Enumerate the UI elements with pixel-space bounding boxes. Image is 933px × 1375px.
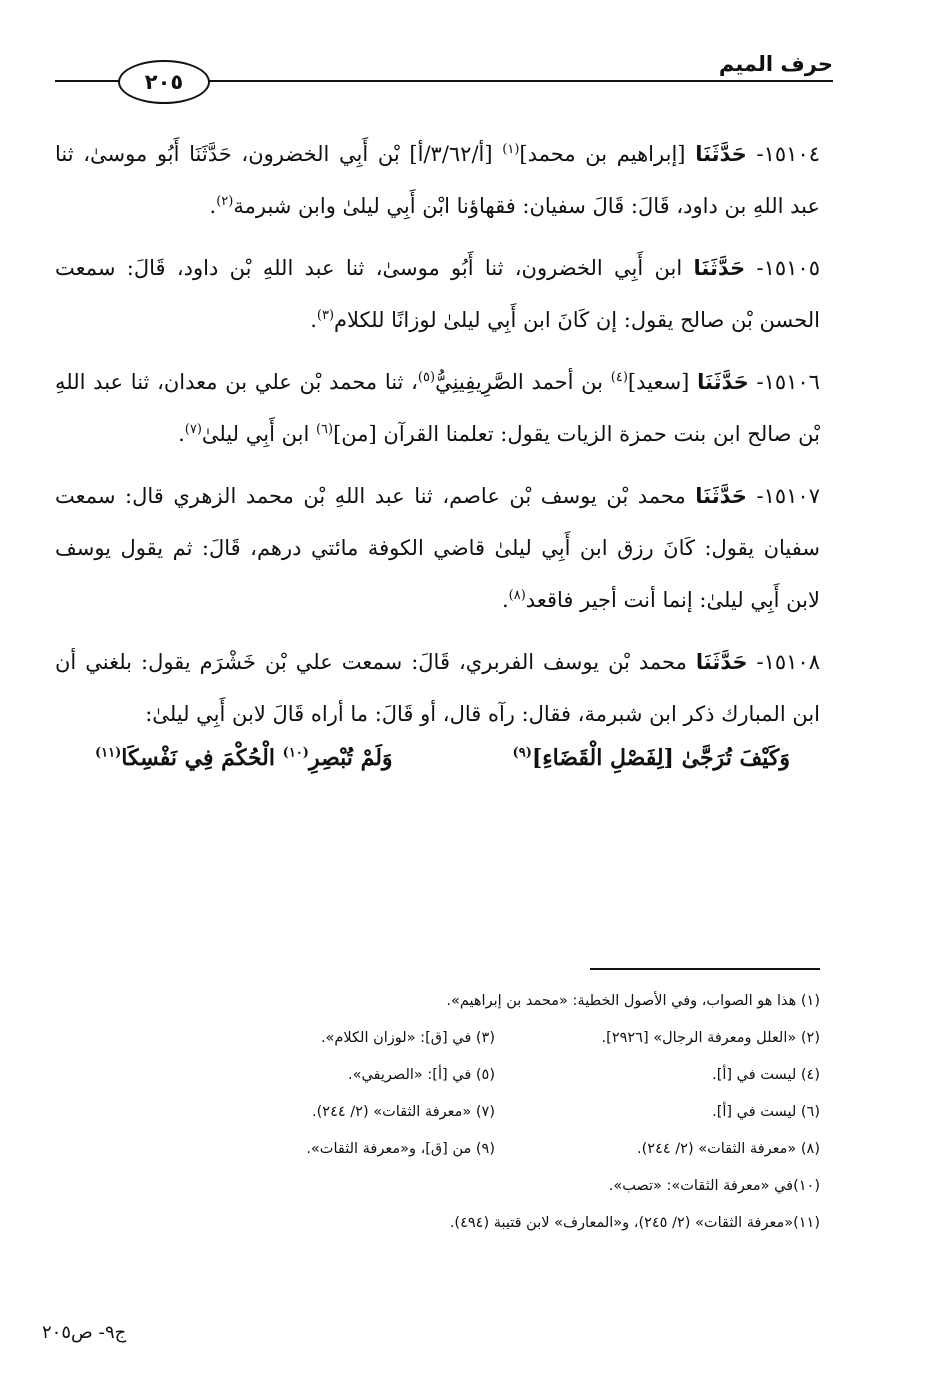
hadith-text: محمد بْن يوسف بْن عاصم، ثنا عبد اللهِ بْن محمد الزهري قال: سمعت سفيان يقول: كَانَ رزق ابن أَبِي ليلىٰ قاضي الكوفة مائتي درهم، قَالَ: ثم يقول يوسف لابن أَبِي ليلىٰ: إنما أنت أجير فاقعد [55, 484, 820, 612]
hadith-end: . [209, 194, 217, 218]
poem-hemistich-2 [95, 734, 393, 782]
footnote-ref[interactable]: (١١) [95, 745, 122, 761]
footnote-9: (٩) من [ق]، و«معرفة الثقات». [306, 1140, 495, 1157]
footnote-ref[interactable]: (٦) [315, 422, 334, 437]
footnote-row [170, 1130, 820, 1167]
footnote-1: (١) هذا هو الصواب، وفي الأصول الخطية: «محمد بن إبراهيم». [446, 992, 820, 1009]
footnote-ref[interactable]: (٥) [417, 370, 436, 385]
footnote-5: (٥) في [أ]: «الصريفي». [347, 1066, 495, 1083]
haddathana-word: حَدَّثَنَا [693, 256, 746, 280]
footnote-4: (٤) ليست في [أ]. [712, 1066, 820, 1083]
poem-verse [55, 734, 820, 782]
haddathana-word: حَدَّثَنَا [697, 370, 749, 394]
footnote-row [170, 1093, 820, 1130]
hadith-entry [55, 128, 820, 232]
hadith-number: ١٥١٠٨- [756, 650, 820, 674]
hadith-entry [55, 636, 820, 740]
footnote-row [170, 982, 820, 1019]
volume-page-signature: ج٩- ص٢٠٥ [42, 1322, 127, 1343]
haddathana-word: حَدَّثَنَا [695, 650, 748, 674]
footnotes-section [170, 982, 820, 1241]
hadith-text: محمد بْن يوسف الفربري، قَالَ: سمعت علي بْن خَشْرَم يقول: بلغني أن ابن المبارك ذكر ابن شبرمة، فقال: رآه قال، أو قَالَ: ما أراه قَالَ لابن أَبِي ليلىٰ: [55, 650, 820, 726]
hadith-end: . [310, 308, 317, 332]
hadith-number: ١٥١٠٧- [756, 484, 820, 508]
poem-hemistich-1 [513, 734, 790, 782]
chapter-title: حرف الميم [718, 52, 833, 76]
hadith-number: ١٥١٠٤- [756, 142, 821, 166]
footnote-ref[interactable]: (٢) [216, 194, 234, 209]
hadith-text: [سعيد] [627, 370, 690, 394]
hadith-text: بن أحمد الصَّرِيفِينِيُّ [435, 370, 604, 394]
hadith-text: ، ثنا محمد بْن علي بن معدان، ثنا عبد اللهِ بْن صالح ابن بنت حمزة الزيات يقول: تعلمنا القرآن [من] [55, 370, 820, 446]
footnote-ref[interactable]: (٣) [316, 308, 335, 323]
hadith-entry [55, 356, 820, 460]
footnote-divider [590, 968, 820, 970]
hadith-entry [55, 470, 820, 626]
hadith-text: ابن أَبِي ليلىٰ [201, 422, 310, 446]
hadith-end: . [501, 588, 509, 612]
footnote-7: (٧) «معرفة الثقات» (٢/ ٢٤٤). [312, 1103, 495, 1120]
haddathana-word: حَدَّثَنَا [695, 484, 747, 508]
footnote-row [170, 1204, 820, 1241]
footnote-10: (١٠)في «معرفة الثقات»: «تصب». [608, 1177, 820, 1194]
hadith-end: . [178, 422, 185, 446]
footnote-ref[interactable]: (٩) [512, 745, 532, 761]
footnote-ref[interactable]: (٧) [184, 422, 202, 437]
page-number-oval [118, 60, 210, 104]
footnote-3: (٣) في [ق]: «لوزان الكلام». [320, 1029, 495, 1046]
footnote-2: (٢) «العلل ومعرفة الرجال» [٢٩٢٦]. [601, 1029, 820, 1046]
hadith-number: ١٥١٠٥- [756, 256, 820, 280]
hadith-text: [إبراهيم بن محمد] [519, 142, 686, 166]
footnote-ref[interactable]: (٨) [508, 588, 526, 603]
hadith-number: ١٥١٠٦- [756, 370, 820, 394]
haddathana-word: حَدَّثَنَا [695, 142, 747, 166]
footnote-ref[interactable]: (١٠) [282, 745, 309, 761]
footnote-row [170, 1167, 820, 1204]
footnote-ref[interactable]: (١) [502, 142, 520, 157]
footnote-row [170, 1056, 820, 1093]
footnote-row [170, 1019, 820, 1056]
hadith-text: [أ/٣/٦٢/أ] بْن أَبِي الخضرون، حَدَّثَنَا أَبُو موسىٰ، ثنا عبد اللهِ بن داود، قَالَ: قَالَ سفيان: فقهاؤنا ابْن أَبِي ليلىٰ وابن شبرمة [55, 142, 820, 218]
page-number: ٢٠٥ [144, 70, 184, 94]
footnote-6: (٦) ليست في [أ]. [712, 1103, 820, 1120]
hemistich-text: وَلَمْ تُبْصِرِ [308, 745, 393, 771]
hemistich-text: الْحُكْمَ فِي نَفْسِكَا [121, 745, 275, 771]
hadith-entry [55, 242, 820, 346]
hemistich-text: وَكَيْفَ تُرَجَّىٰ [لِفَصْلِ الْقَضَاءِ] [531, 745, 790, 771]
hadith-text: ابن أَبِي الخضرون، ثنا أَبُو موسىٰ، ثنا عبد اللهِ بْن داود، قَالَ: سمعت الحسن بْن صالح يقول: إن كَانَ ابن أَبِي ليلىٰ لوزانًا للكلام [55, 256, 820, 332]
footnote-11: (١١)«معرفة الثقات» (٢/ ٢٤٥)، و«المعارف» لابن قتيبة (٤٩٤). [449, 1214, 820, 1231]
main-text [55, 128, 820, 782]
footnote-8: (٨) «معرفة الثقات» (٢/ ٢٤٤). [637, 1140, 820, 1157]
footnote-ref[interactable]: (٤) [610, 370, 628, 385]
